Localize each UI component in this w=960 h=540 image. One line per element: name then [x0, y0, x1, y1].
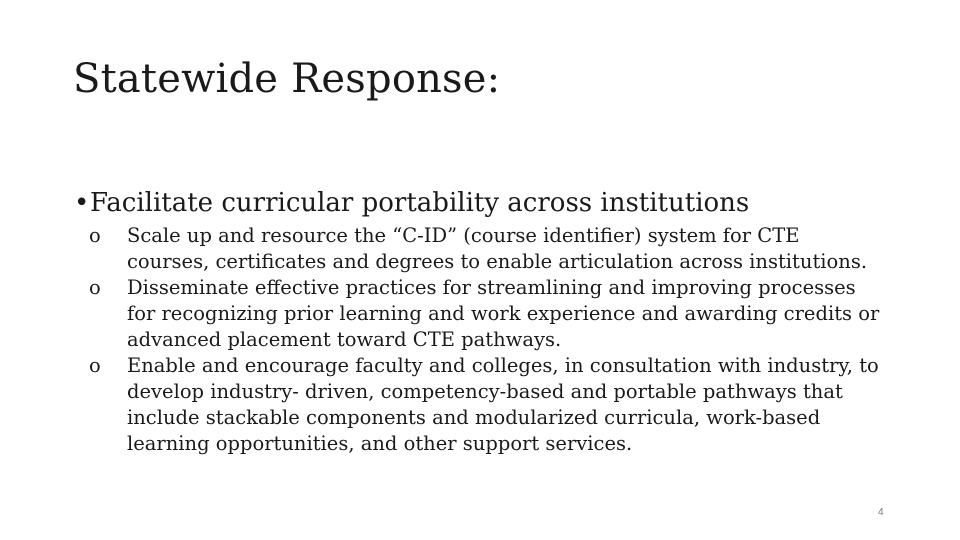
sub-bullet-text: Scale up and resource the “C-ID” (course identifier) system for CTE courses, certificates and degrees to enable articulation across institutions. [127, 224, 868, 273]
sub-bullet-marker: o [89, 224, 101, 247]
sub-bullet-item [74, 223, 884, 275]
sub-bullet-marker: o [89, 276, 101, 299]
main-bullet [74, 186, 884, 220]
sub-bullet-item [74, 353, 884, 457]
sub-bullet-text: Enable and encourage faculty and colleges, in consultation with industry, to develop industry- driven, competency-based and portable pathways that include stackable components and modularized curricula, work-based learning opportunities, and other support services. [127, 354, 879, 455]
slide-title: Statewide Response: [73, 56, 501, 102]
sub-bullet-list [74, 223, 884, 457]
sub-bullet-text: Disseminate effective practices for streamlining and improving processes for recognizing prior learning and work experience and awarding credits or advanced placement toward CTE pathways. [127, 276, 880, 351]
slide-content [74, 186, 884, 457]
page-number: 4 [878, 507, 884, 518]
sub-bullet-marker: o [89, 354, 101, 377]
main-bullet-text: Facilitate curricular portability across institutions [90, 188, 750, 218]
sub-bullet-item [74, 275, 884, 353]
bullet-marker: • [74, 188, 90, 218]
